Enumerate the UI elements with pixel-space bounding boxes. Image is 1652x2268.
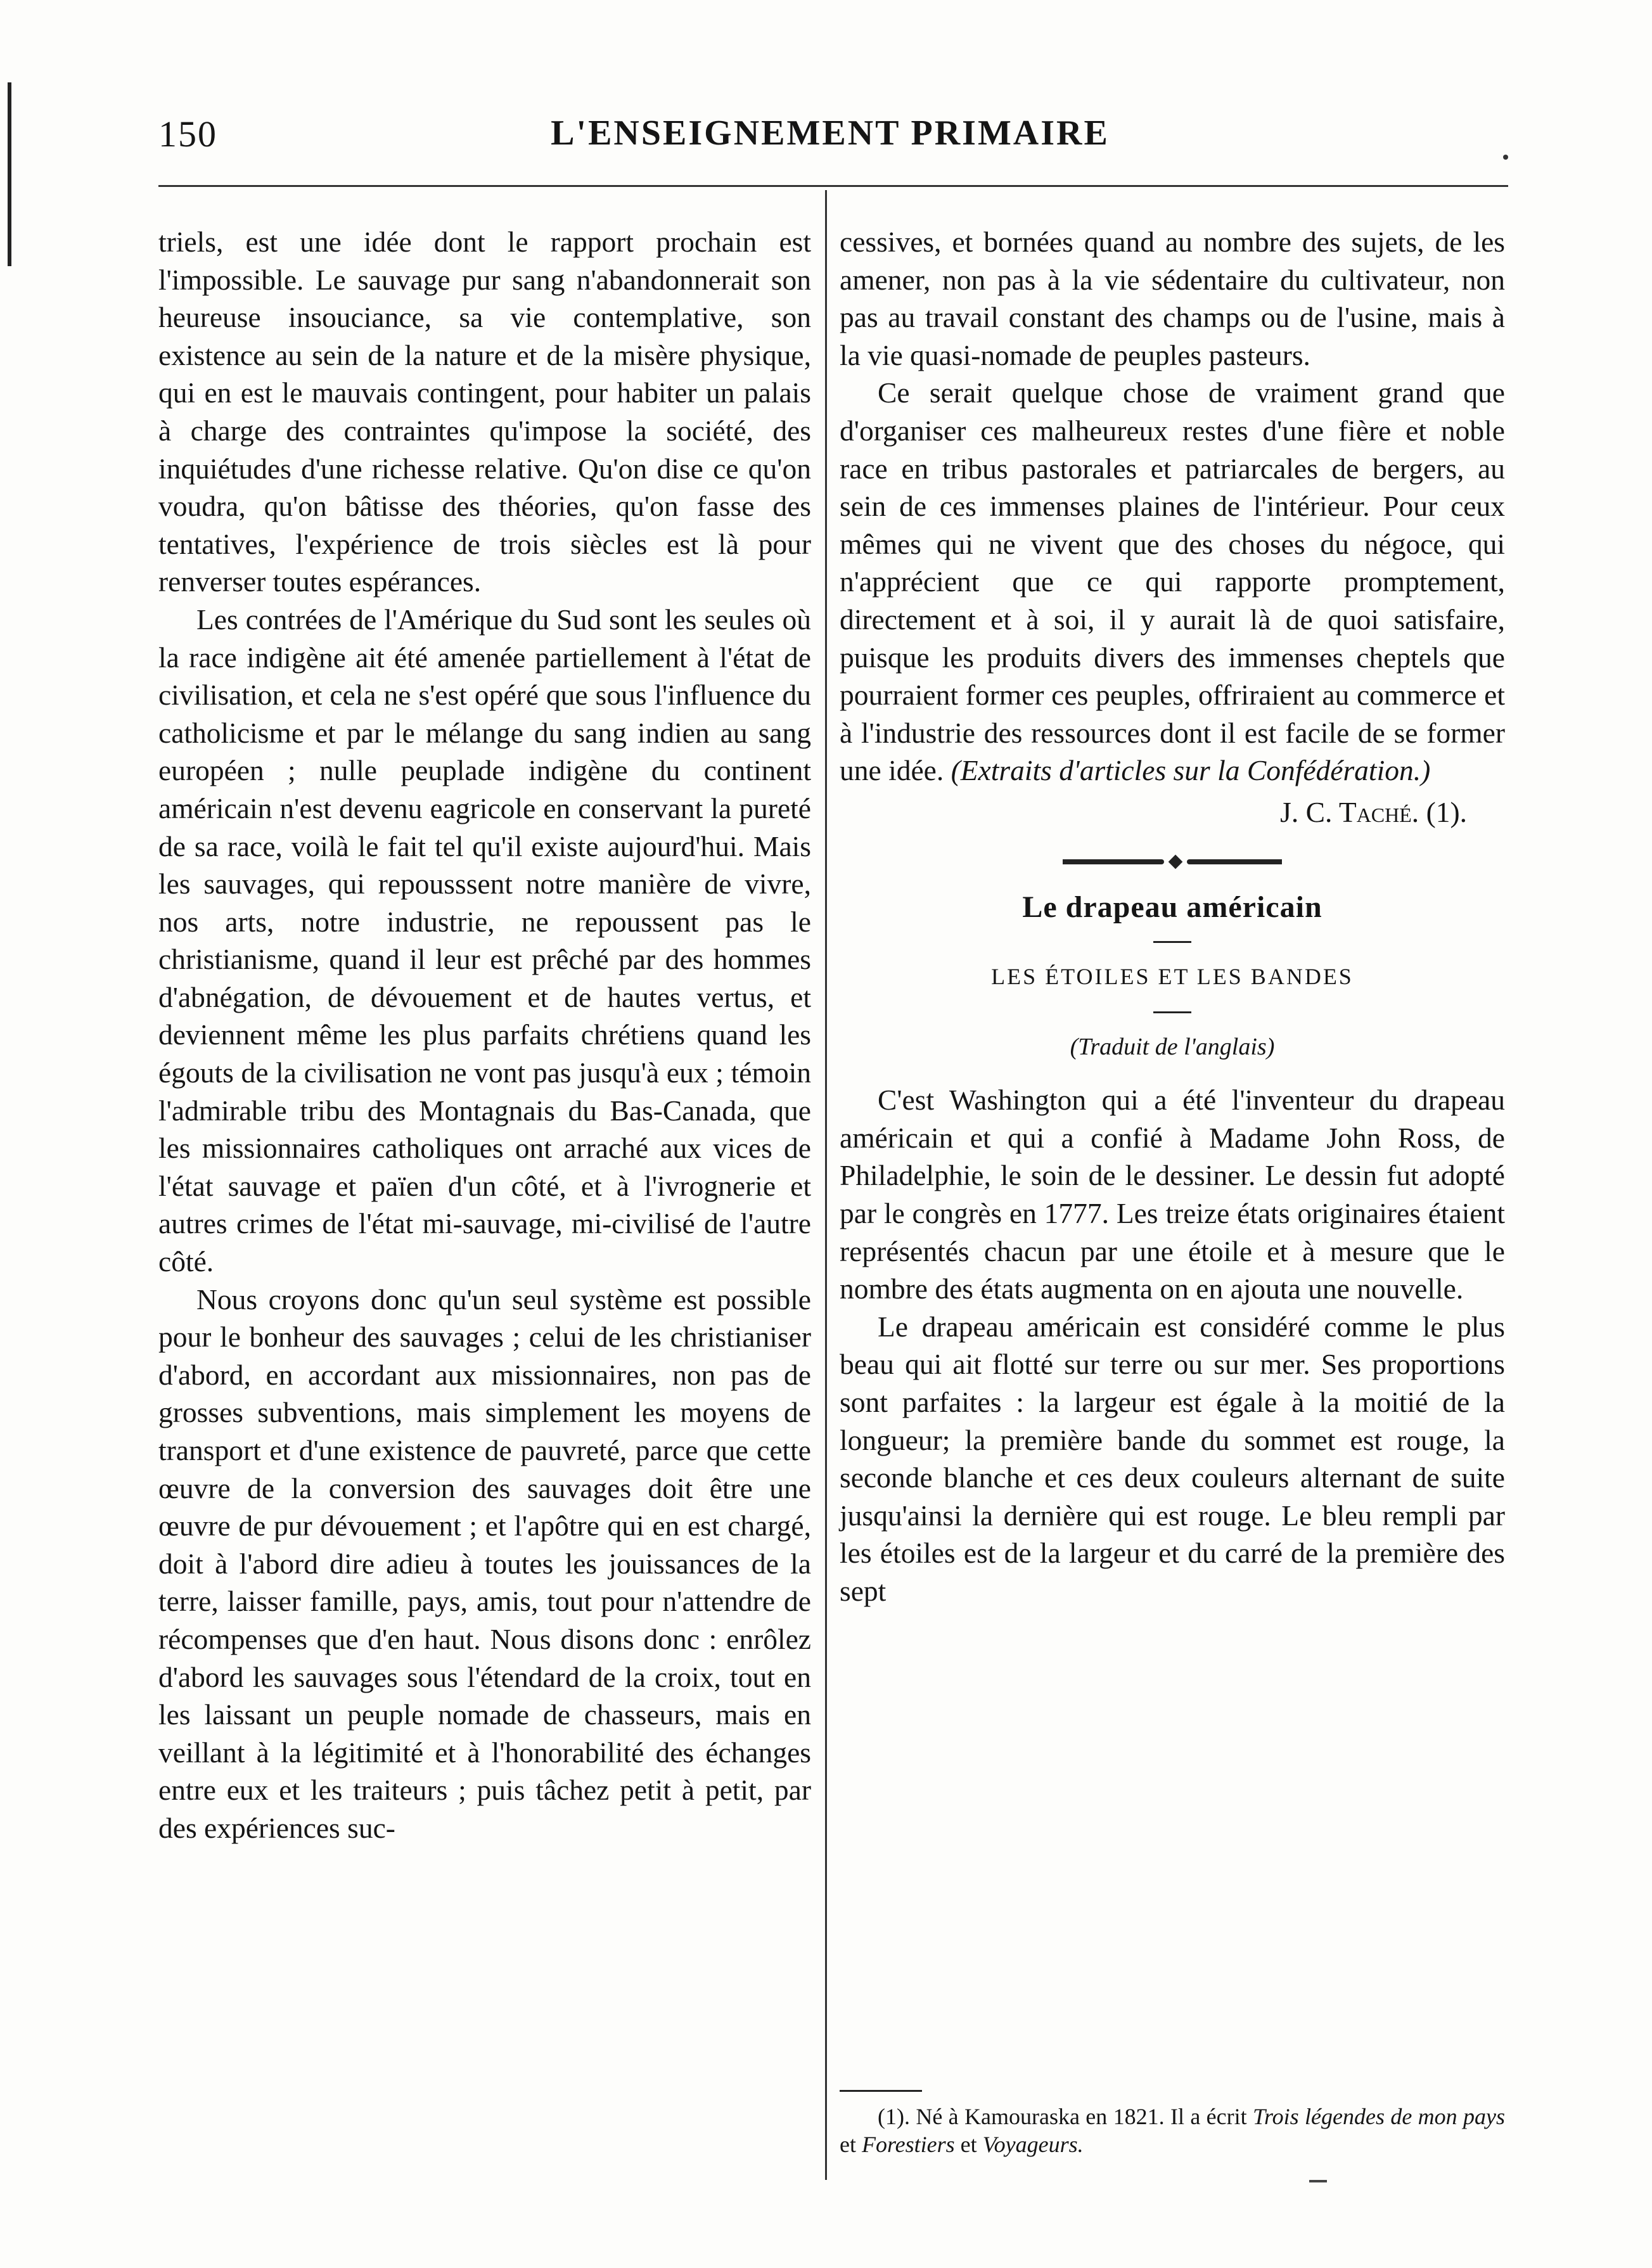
signature-name: J. C. Taché. xyxy=(1280,795,1419,828)
column-divider xyxy=(825,190,827,2180)
paragraph xyxy=(840,374,1505,790)
footnote-reference: (1). xyxy=(1426,795,1467,828)
footnote-book-title: Trois légendes de mon pays xyxy=(1252,2104,1506,2129)
right-column xyxy=(840,223,1505,1610)
page-header xyxy=(158,113,1502,176)
paragraph: C'est Washington qui a été l'inventeur du drapeau américain et qui a confié à Madame John Ross, de Philadelphie, le soin de le dessiner. Le dessin fut adopté par le congrès en 1777. Les treize états originaires étaient représentés chacun par une étoile et à mesure que le nombre des états augmenta on en ajouta une nouvelle. xyxy=(840,1084,1505,1305)
footnote-rule xyxy=(840,2090,922,2092)
footnote-text-part: Né à Kamouraska en 1821. Il a écrit xyxy=(916,2104,1247,2129)
title-rule xyxy=(1153,941,1191,943)
bottom-mark xyxy=(1309,2180,1327,2182)
paragraph-text: Ce serait quelque chose de vraiment grand que d'organiser ces malheureux restes d'une fière et noble race en tribus pastorales et patriarcales de bergers, au sein de ces immenses plaines de l'intérieur. Pour ceux mêmes qui ne vivent que des choses du négoce, qui n'apprécient que ce qui rapporte promptement, directement et à soi, il y aurait là de quoi satisfaire, puisque les produits divers des immenses cheptels que pourraient former ces peuples, offriraient au commerce et à l'industrie des ressources dont il est facile de se former une idée. xyxy=(840,376,1505,787)
ornament-bar xyxy=(1063,859,1164,864)
paragraph: Nous croyons donc qu'un seul système est possible pour le bonheur des sauvages ; celui de les christianiser d'abord, en accordant aux missionnaires, non pas de grosses subventions, mais simplement les moyens de transport et d'une existence de pauvreté, parce que cette œuvre de la conversion des sauvages doit être une œuvre de pur dévouement ; et l'apôtre qui en est chargé, doit à l'abord dire adieu à toutes les jouissances de la terre, laisser famille, pays, amis, tout pour n'attendre de récompenses que d'en haut. Nous disons donc : enrôlez d'abord les sauvages sous l'étendard de la croix, tout en les laissant un peuple nomade de chasseurs, mais en veillant à la légitimité et à l'honorabilité des échanges entre eux et les traiteurs ; puis tâchez petit à petit, par des expériences suc- xyxy=(158,1283,811,1844)
article-title: Le drapeau américain xyxy=(1022,890,1322,924)
footnote-text-part: et xyxy=(960,2132,977,2157)
page-number: 150 xyxy=(158,113,217,155)
running-title: L'ENSEIGNEMENT PRIMAIRE xyxy=(551,113,1110,153)
footnote-marker: (1). xyxy=(878,2104,910,2129)
source-citation: (Extraits d'articles sur la Confédération.) xyxy=(951,754,1431,787)
footnote-text xyxy=(840,2103,1505,2158)
footnote-book-title: Voyageurs. xyxy=(982,2132,1084,2157)
page-edge-mark xyxy=(8,82,11,266)
ornament-diamond xyxy=(1169,854,1183,869)
ornament-bar xyxy=(1187,859,1282,864)
footnote-text-part: et xyxy=(840,2132,856,2157)
subtitle-rule xyxy=(1153,1011,1191,1013)
footnote xyxy=(840,2103,1505,2158)
translation-note: (Traduit de l'anglais) xyxy=(1070,1033,1275,1060)
paragraph: triels, est une idée dont le rapport prochain est l'impossible. Le sauvage pur sang n'abandonnerait son heureuse insouciance, sa vie contemplative, son existence au sein de la nature et de la misère physique, qui en est le mauvais contingent, pour habiter un palais à charge des contraintes qu'impose la société, des inquiétudes d'une richesse relative. Qu'on dise ce qu'on voudra, qu'on bâtisse des théories, qu'on fasse des tentatives, l'expérience de trois siècles est là pour renverser toutes espérances. xyxy=(158,226,811,598)
left-column xyxy=(158,223,811,1847)
header-dot xyxy=(1503,155,1508,160)
paragraph: Les contrées de l'Amérique du Sud sont les seules où la race indigène ait été amenée partiellement à l'état de civilisation, et cela ne s'est opéré que sous l'influence du catholicisme et par le mélange du sang indien au sang européen ; nulle peuplade indigène du continent américain n'est devenu eagricole en conservant la pureté de sa race, voilà le fait tel qu'il existe aujourd'hui. Mais les sauvages, qui repousssent notre manière de vivre, nos arts, notre industrie, ne repoussent pas le christianisme, quand il leur est prêché par des hommes d'abnégation, de dévouement et de hautes vertus, et deviennent même les plus parfaits chrétiens quand les égouts de la civilisation ne vont pas jusqu'à eux ; témoin l'admirable tribu des Montagnais du Bas-Canada, que les missionnaires catholiques ont arraché aux vices de l'état sauvage et païen d'un côté, et à l'ivrognerie et autres crimes de l'état mi-sauvage, mi-civilisé de l'autre côté. xyxy=(158,603,811,1278)
article-subtitle: LES ÉTOILES ET LES BANDES xyxy=(991,964,1354,990)
signature xyxy=(840,793,1467,831)
section-ornament xyxy=(840,857,1505,867)
paragraph: Le drapeau américain est considéré comme le plus beau qui ait flotté sur terre ou sur mer. Ses proportions sont parfaites : la largeur est égale à la moitié de la longueur; la première bande du sommet est rouge, la seconde blanche et ces deux couleurs alternant de suite jusqu'ainsi la dernière qui est rouge. Le bleu rempli par les étoiles est de la largeur et du carré de la première des sept xyxy=(840,1310,1505,1607)
header-rule xyxy=(158,185,1508,187)
paragraph: cessives, et bornées quand au nombre des sujets, de les amener, non pas à la vie sédentaire du cultivateur, non pas au travail constant des champs ou de l'usine, mais à la vie quasi-nomade de peuples pasteurs. xyxy=(840,226,1505,371)
footnote-book-title: Forestiers xyxy=(861,2132,955,2157)
